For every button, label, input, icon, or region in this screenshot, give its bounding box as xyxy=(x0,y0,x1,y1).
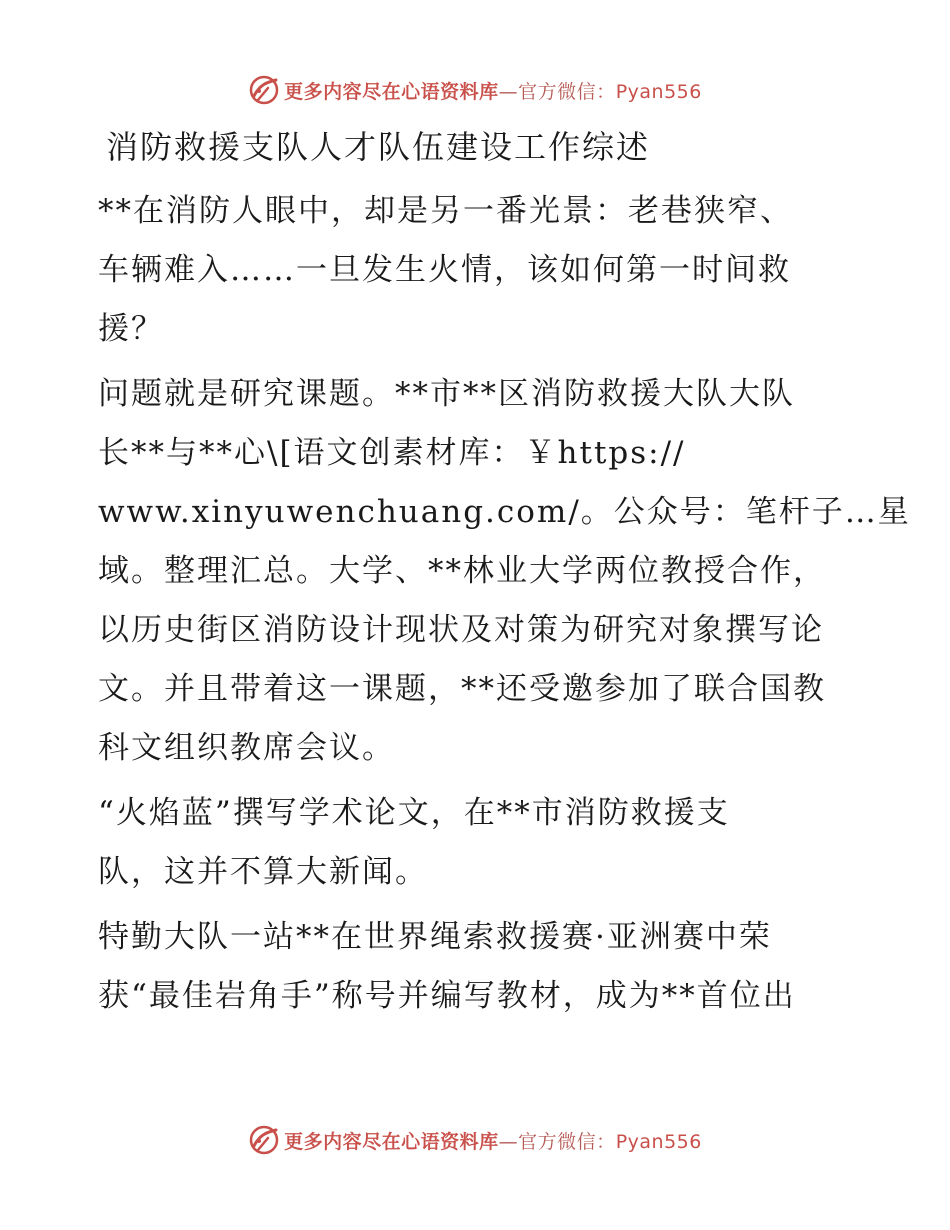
banner-dash: — xyxy=(498,80,519,103)
banner-official-label: 官方微信： xyxy=(518,80,616,103)
paragraph-4 xyxy=(98,908,858,1026)
text-line: 特勤大队一站**在世界绳索救援赛·亚洲赛中荣 xyxy=(98,919,772,955)
paragraph-1 xyxy=(98,182,858,359)
brand-logo-icon xyxy=(248,1124,280,1156)
text-line: www.xinyuwenchuang.com/。公众号：笔杆子…星 xyxy=(98,494,911,530)
brand-logo-icon xyxy=(248,74,280,106)
text-line: 长**与**心\[语文创素材库：￥https:// xyxy=(98,435,686,471)
banner-official-label: 官方微信： xyxy=(518,1130,616,1153)
text-line: 获“最佳岩角手”称号并编写教材，成为**首位出 xyxy=(98,978,796,1014)
banner-account: Pyan556 xyxy=(615,1130,702,1153)
text-line: 队，这并不算大新闻。 xyxy=(98,854,428,890)
text-line: 问题就是研究课题。**市**区消防救援大队大队 xyxy=(98,376,795,412)
text-line: 援？ xyxy=(98,311,164,347)
banner-text xyxy=(284,1127,702,1154)
banner-brand: 更多内容尽在心语资料库 xyxy=(284,1130,499,1153)
text-line: 以历史街区消防设计现状及对策为研究对象撰写论 xyxy=(98,612,824,648)
text-line: “火焰蓝”撰写学术论文，在**市消防救援支 xyxy=(98,795,730,831)
banner-dash: — xyxy=(498,1130,519,1153)
text-line: **在消防人眼中，却是另一番光景：老巷狭窄、 xyxy=(98,193,793,229)
paragraph-3 xyxy=(98,784,858,902)
banner-text xyxy=(284,77,702,104)
text-line: 车辆难入……一旦发生火情，该如何第一时间救 xyxy=(98,252,791,288)
document-body xyxy=(98,122,911,1032)
text-line: 文。并且带着这一课题，**还受邀参加了联合国教 xyxy=(98,671,826,707)
header-banner xyxy=(0,70,950,110)
text-line: 科文组织教席会议。 xyxy=(98,730,395,766)
text-line: 域。整理汇总。大学、**林业大学两位教授合作， xyxy=(98,553,826,589)
banner-brand: 更多内容尽在心语资料库 xyxy=(284,80,499,103)
footer-banner xyxy=(0,1120,950,1160)
banner-account: Pyan556 xyxy=(615,80,702,103)
document-title: 消防救援支队人才队伍建设工作综述 xyxy=(106,128,651,166)
paragraph-2 xyxy=(98,365,911,778)
